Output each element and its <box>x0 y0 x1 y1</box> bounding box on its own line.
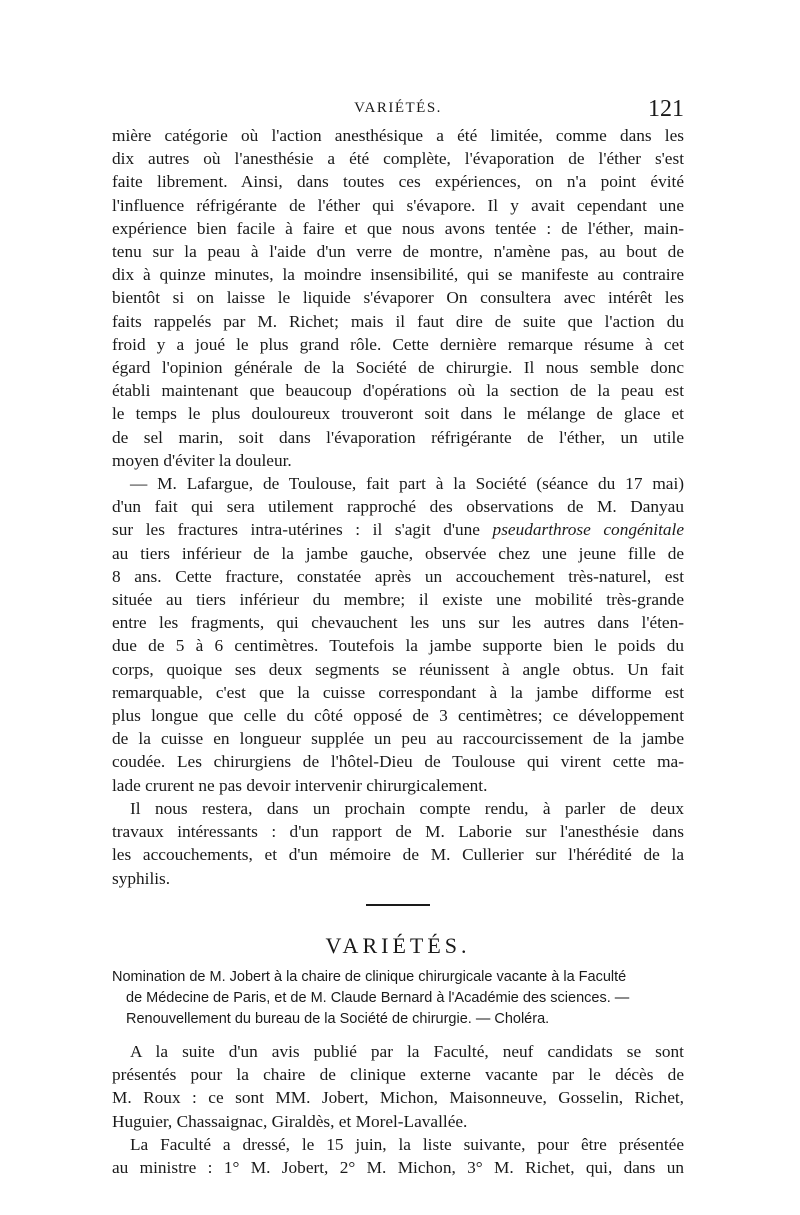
section-summary <box>112 967 684 1030</box>
text-line: de la cuisse en longueur supplée un peu au raccourcissement de la jambe <box>112 729 684 749</box>
text-line: corps, quoique ses deux segments se réunissent à angle obtus. Un fait <box>112 659 684 679</box>
text-line: froid y a joué le plus grand rôle. Cette dernière remarque résume à cet <box>112 334 684 354</box>
text-line: le temps le plus douloureux trouveront soit dans le mélange de glace et <box>112 404 684 424</box>
paragraph-anesthesia <box>112 124 684 472</box>
text-line: présentés pour la chaire de clinique externe vacante par le décès de <box>112 1065 684 1085</box>
text-line: établi maintenant que beaucoup d'opérations où la section de la peau est <box>112 381 684 401</box>
text-line: expérience bien facile à faire et que nous avons tentée : de l'éther, main- <box>112 218 684 238</box>
text-line: tenu sur la peau à l'aide d'un verre de montre, n'amène pas, au bout de <box>112 242 684 262</box>
text-line: entre les fragments, qui chevauchent les uns sur les autres dans l'éten- <box>112 613 684 633</box>
text-line: faits rappelés par M. Richet; mais il faut dire de suite que l'action du <box>112 311 684 331</box>
text-line: M. Roux : ce sont MM. Jobert, Michon, Maisonneuve, Gosselin, Richet, <box>112 1088 684 1108</box>
running-head <box>112 96 684 124</box>
text-line: moyen d'éviter la douleur. <box>112 450 292 470</box>
text-line: due de 5 à 6 centimètres. Toutefois la jambe supporte bien le poids du <box>112 636 684 656</box>
text-line: 8 ans. Cette fracture, constatée après un accouchement très-naturel, est <box>112 566 684 586</box>
text-line: syphilis. <box>112 868 171 888</box>
text-line: égard l'opinion générale de la Société de chirurgie. Il nous semble donc <box>112 358 684 378</box>
text-line: les accouchements, et d'un mémoire de M. Cullerier sur l'hérédité de la <box>112 845 684 865</box>
text-line: remarquable, c'est que la cuisse correspondant à la jambe difforme est <box>112 682 684 702</box>
summary-line: de Médecine de Paris, et de M. Claude Bernard à l'Académie des sciences. — <box>126 989 630 1006</box>
text-line: La Faculté a dressé, le 15 juin, la liste suivante, pour être présentée <box>130 1134 684 1154</box>
body-text <box>112 124 684 1179</box>
text-line: A la suite d'un avis publié par la Faculté, neuf candidats se sont <box>130 1041 684 1061</box>
text-line: plus longue que celle du côté opposé de 3 centimètres; ce développement <box>112 706 684 726</box>
text-line: coudée. Les chirurgiens de l'hôtel-Dieu de Toulouse qui virent cette ma- <box>112 752 684 772</box>
running-title: VARIÉTÉS. <box>354 100 442 116</box>
text-line: bientôt si on laisse le liquide s'évaporer On consultera avec intérêt les <box>112 288 684 308</box>
paragraph-lafargue <box>112 472 684 797</box>
section-divider <box>366 904 430 906</box>
text-line: au tiers inférieur de la jambe gauche, observée chez une jeune fille de <box>112 543 684 563</box>
text-line-with-italic <box>112 518 684 541</box>
text-line: Huguier, Chassaignac, Giraldès, et Morel-Lavallée. <box>112 1111 468 1131</box>
text-line: au ministre : 1° M. Jobert, 2° M. Michon, 3° M. Richet, qui, dans un <box>112 1157 684 1177</box>
text-line: travaux intéressants : d'un rapport de M. Laborie sur l'anesthésie dans <box>112 822 684 842</box>
text-line: lade crurent ne pas devoir intervenir chirurgicalement. <box>112 775 488 795</box>
text-line: dix autres où l'anesthésie a été complète, l'évaporation de l'éther s'est <box>112 149 684 169</box>
text-line: de sel marin, soit dans l'évaporation réfrigérante de l'éther, un utile <box>112 427 684 447</box>
text-line: Il nous restera, dans un prochain compte rendu, à parler de deux <box>130 798 684 818</box>
page-number: 121 <box>648 96 684 122</box>
text-line: dix à quinze minutes, la moindre insensibilité, qui se manifeste au contraire <box>112 265 684 285</box>
summary-line: Nomination de M. Jobert à la chaire de clinique chirurgicale vacante à la Faculté <box>112 968 627 985</box>
paragraph-upcoming <box>112 797 684 890</box>
italic-term: pseudarthrose congénitale <box>492 520 685 540</box>
paragraph-candidates <box>112 1040 684 1133</box>
section-title: VARIÉTÉS. <box>325 932 471 958</box>
paragraph-faculty-list <box>112 1133 684 1179</box>
text-line: mière catégorie où l'action anesthésique a été limitée, comme dans les <box>112 126 684 145</box>
text-line: — M. Lafargue, de Toulouse, fait part à la Société (séance du 17 mai) <box>130 474 684 494</box>
text-segment: sur les fractures intra-utérines : il s'agit d'une <box>112 520 480 540</box>
text-line: d'un fait qui sera utilement rapproché des observations de M. Danyau <box>112 497 684 517</box>
text-line: l'influence réfrigérante de l'éther qui s'évapore. Il y avait cependant une <box>112 195 684 215</box>
summary-line: Renouvellement du bureau de la Société de chirurgie. — Choléra. <box>126 1010 550 1027</box>
text-line: faite librement. Ainsi, dans toutes ces expériences, on n'a point évité <box>112 172 684 192</box>
text-line: située au tiers inférieur du membre; il existe une mobilité très-grande <box>112 590 684 610</box>
